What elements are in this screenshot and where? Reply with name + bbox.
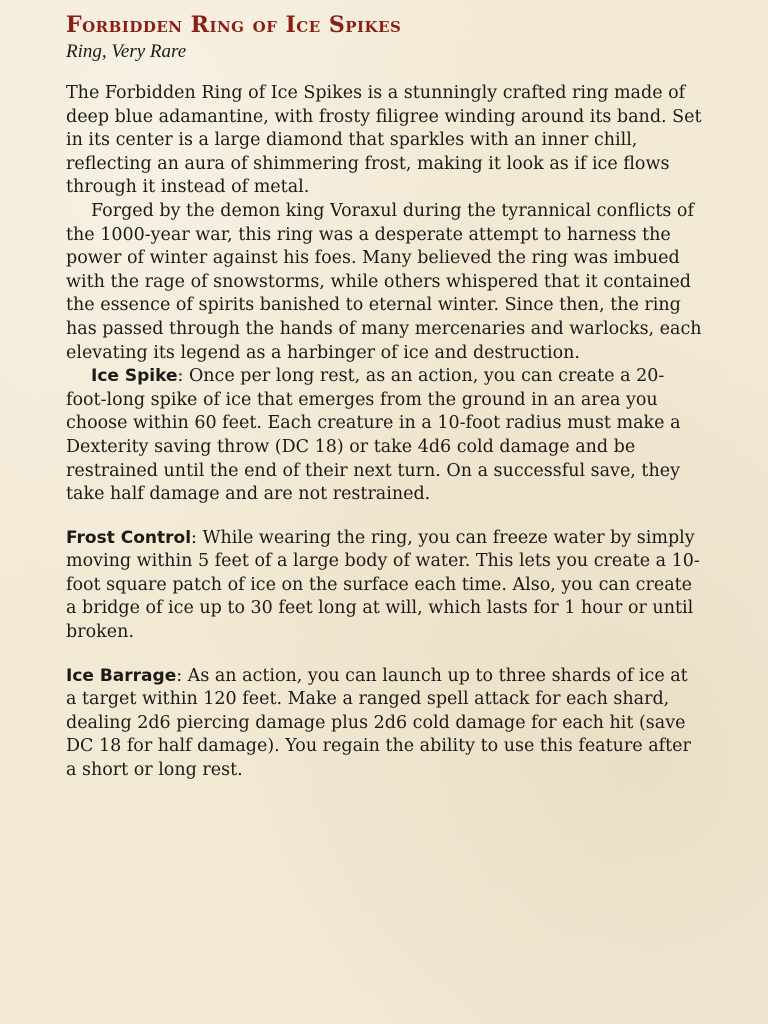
lore-paragraph: Forged by the demon king Voraxul during the tyrannical conflicts of the 1000-year war, this ring was a desperate attempt to harness the power of winter against his foes. Many believed the ring was imbued with the rage of snowstorms, while others whispered that it contained the essence of spirits banished to eternal winter. Since then, the ring has passed through the hands of many mercenaries and warlocks, each elevating its legend as a harbinger of ice and destruction. bbox=[66, 200, 702, 363]
feature-ice-barrage bbox=[66, 665, 702, 783]
item-subtitle: Ring, Very Rare bbox=[66, 41, 187, 62]
description-paragraph: The Forbidden Ring of Ice Spikes is a stunningly crafted ring made of deep blue adamantine, with frosty filigree winding around its band. Set in its center is a large diamond that sparkles with an inner chill, reflecting an aura of shimmering frost, making it look as if ice flows through it instead of metal. bbox=[66, 83, 702, 198]
feature-ice-spike bbox=[66, 365, 702, 507]
item-title: Forbidden Ring of Ice Spikes bbox=[66, 12, 402, 38]
feature-text: : Once per long rest, as an action, you can create a 20-foot-long spike of ice that emerges from the ground in an area you choose within 60 feet. Each creature in a 10-foot radius must make a Dexterity saving throw (DC 18) or take 4d6 cold damage and be restrained until the end of their next turn. On a successful save, they take half damage and are not restrained. bbox=[66, 366, 681, 505]
feature-text: : While wearing the ring, you can freeze water by simply moving within 5 feet of a large body of water. This lets you create a 10-foot square patch of ice on the surface each time. Also, you can create a bridge of ice up to 30 feet long at will, which lasts for 1 hour or until broken. bbox=[66, 527, 700, 643]
feature-name: Ice Barrage bbox=[66, 665, 177, 686]
feature-name: Ice Spike bbox=[91, 366, 178, 387]
feature-name: Frost Control bbox=[66, 527, 192, 548]
feature-text: : As an action, you can launch up to three shards of ice at a target within 120 feet. Make a ranged spell attack for each shard, dealing 2d6 piercing damage plus 2d6 cold damage for each hit (save DC 18 for half damage). You regain the ability to use this feature after a short or long rest. bbox=[66, 665, 691, 781]
feature-frost-control bbox=[66, 527, 702, 645]
